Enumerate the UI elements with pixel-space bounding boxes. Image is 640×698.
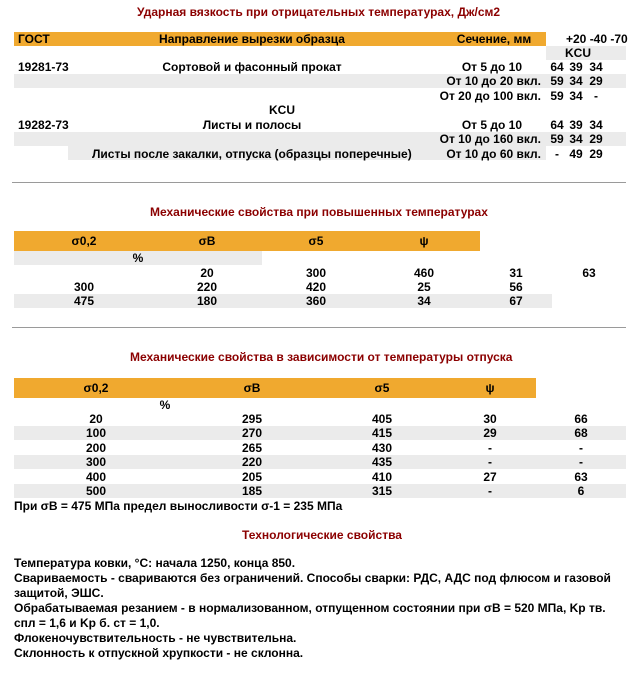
table-cell: 6 [577,484,585,498]
impact-title: Ударная вязкость при отрицательных температурах, Дж/см2 [137,5,501,19]
table-cell: 66 [574,412,588,426]
table-cell: 27 [483,470,497,484]
col-sigma5: σ5 [374,381,390,395]
table-cell: 67 [509,294,523,308]
table-cell: 315 [371,484,393,498]
table-cell: 63 [582,266,596,280]
table-cell: 39 [569,60,583,74]
table-cell: 29 [589,132,603,146]
table-cell: 20 [200,266,214,280]
table-cell: - [579,441,583,455]
table-cell: 300 [73,280,95,294]
col-psi: ψ [419,234,429,248]
table-cell: 410 [371,470,393,484]
table-cell: 405 [371,412,393,426]
table-cell: От 20 до 100 вкл. [439,89,541,103]
kcu-label: KCU [269,103,295,117]
table-cell: 205 [241,470,263,484]
table-cell: 63 [574,470,588,484]
table-cell: 420 [305,280,327,294]
table-cell: 25 [417,280,431,294]
table-cell: 29 [589,74,603,88]
tech-line: спл = 1,6 и Kp б. ст = 1,0. [14,616,160,630]
tech-line: Температура ковки, °С: начала 1250, конца 850. [14,556,296,570]
table-cell: 300 [305,266,327,280]
col-sigmab: σB [198,234,216,248]
table-cell: 59 [550,74,564,88]
table-cell: От 5 до 10 [461,60,522,74]
table-cell: 185 [241,484,263,498]
table-cell: - [488,441,492,455]
col-temps: +20 -40 -70 [566,32,628,46]
col-direction: Направление вырезки образца [159,32,345,46]
col-psi: ψ [485,381,495,395]
table-cell: 270 [241,426,263,440]
table-cell: 29 [483,426,497,440]
table-cell: 415 [371,426,393,440]
table-cell: 475 [73,294,95,308]
table-cell: 300 [85,455,107,469]
divider [12,182,626,183]
table-cell: 360 [305,294,327,308]
table-cell: - [594,89,598,103]
tech-line: Флокеночувствительность - не чувствительна. [14,631,297,645]
col-sigmab: σB [243,381,261,395]
table-cell: 64 [550,60,564,74]
tech-title: Технологические свойства [242,528,402,542]
table-cell: 34 [589,60,603,74]
table-cell: От 10 до 20 вкл. [446,74,541,88]
table-cell: - [579,455,583,469]
table-cell: 265 [241,441,263,455]
table-cell: 34 [569,74,583,88]
divider [12,327,626,328]
tech-line: Обрабатываемая резанием - в нормализованном, отпущенном состоянии при σB = 520 МПа, Kp тв. [14,601,606,615]
table-cell: 39 [569,118,583,132]
table-cell: 31 [509,266,523,280]
table-cell: - [555,147,559,161]
table-cell: 460 [413,266,435,280]
col-gost: ГОСТ [18,32,50,46]
table-cell: 295 [241,412,263,426]
table-cell: 30 [483,412,497,426]
percent-label: % [159,398,171,412]
table-cell: 435 [371,455,393,469]
row-bg [14,294,552,308]
table-cell: 68 [574,426,588,440]
tech-line: защитой, ЭШС. [14,586,104,600]
table-cell: 400 [85,470,107,484]
table-cell: 430 [371,441,393,455]
table-cell: 19281-73 [18,60,69,74]
table-cell: 34 [589,118,603,132]
table-cell: 56 [509,280,523,294]
table-cell: 64 [550,118,564,132]
col-sigma5: σ5 [308,234,324,248]
table-cell: 20 [89,412,103,426]
col-kcu: KCU [565,46,591,60]
table-cell: 49 [569,147,583,161]
col-section: Сечение, мм [456,32,532,46]
table-cell: - [488,455,492,469]
table-cell: От 10 до 60 вкл. [446,147,541,161]
table-cell: - [488,484,492,498]
table-cell: 200 [85,441,107,455]
table-cell: 34 [569,89,583,103]
tempering-title: Механические свойства в зависимости от температуры отпуска [130,350,513,364]
table-cell: 59 [550,132,564,146]
tech-line: Склонность к отпускной хрупкости - не склонна. [14,646,304,660]
table-cell: 100 [85,426,107,440]
table-cell: Листы и полосы [202,118,302,132]
tech-line: Свариваемость - свариваются без ограничений. Способы сварки: РДС, АДС под флюсом и газовой [14,571,611,585]
table-cell: 500 [85,484,107,498]
elevated-title: Механические свойства при повышенных температурах [150,205,488,219]
col-sigma02: σ0,2 [83,381,109,395]
table-cell: От 10 до 160 вкл. [439,132,541,146]
col-sigma02: σ0,2 [71,234,97,248]
table-cell: 34 [569,132,583,146]
table-cell: 29 [589,147,603,161]
table-cell: 180 [196,294,218,308]
table-cell: 34 [417,294,431,308]
table-cell: От 5 до 10 [461,118,522,132]
table-cell: 19282-73 [18,118,69,132]
percent-label: % [132,251,144,265]
endurance-note: При σB = 475 МПа предел выносливости σ-1 = 235 МПа [14,499,343,513]
table-cell: 220 [241,455,263,469]
table-cell: 220 [196,280,218,294]
table-cell: Сортовой и фасонный прокат [162,60,342,74]
table-cell: Листы после закалки, отпуска (образцы поперечные) [92,147,412,161]
table-cell: 59 [550,89,564,103]
